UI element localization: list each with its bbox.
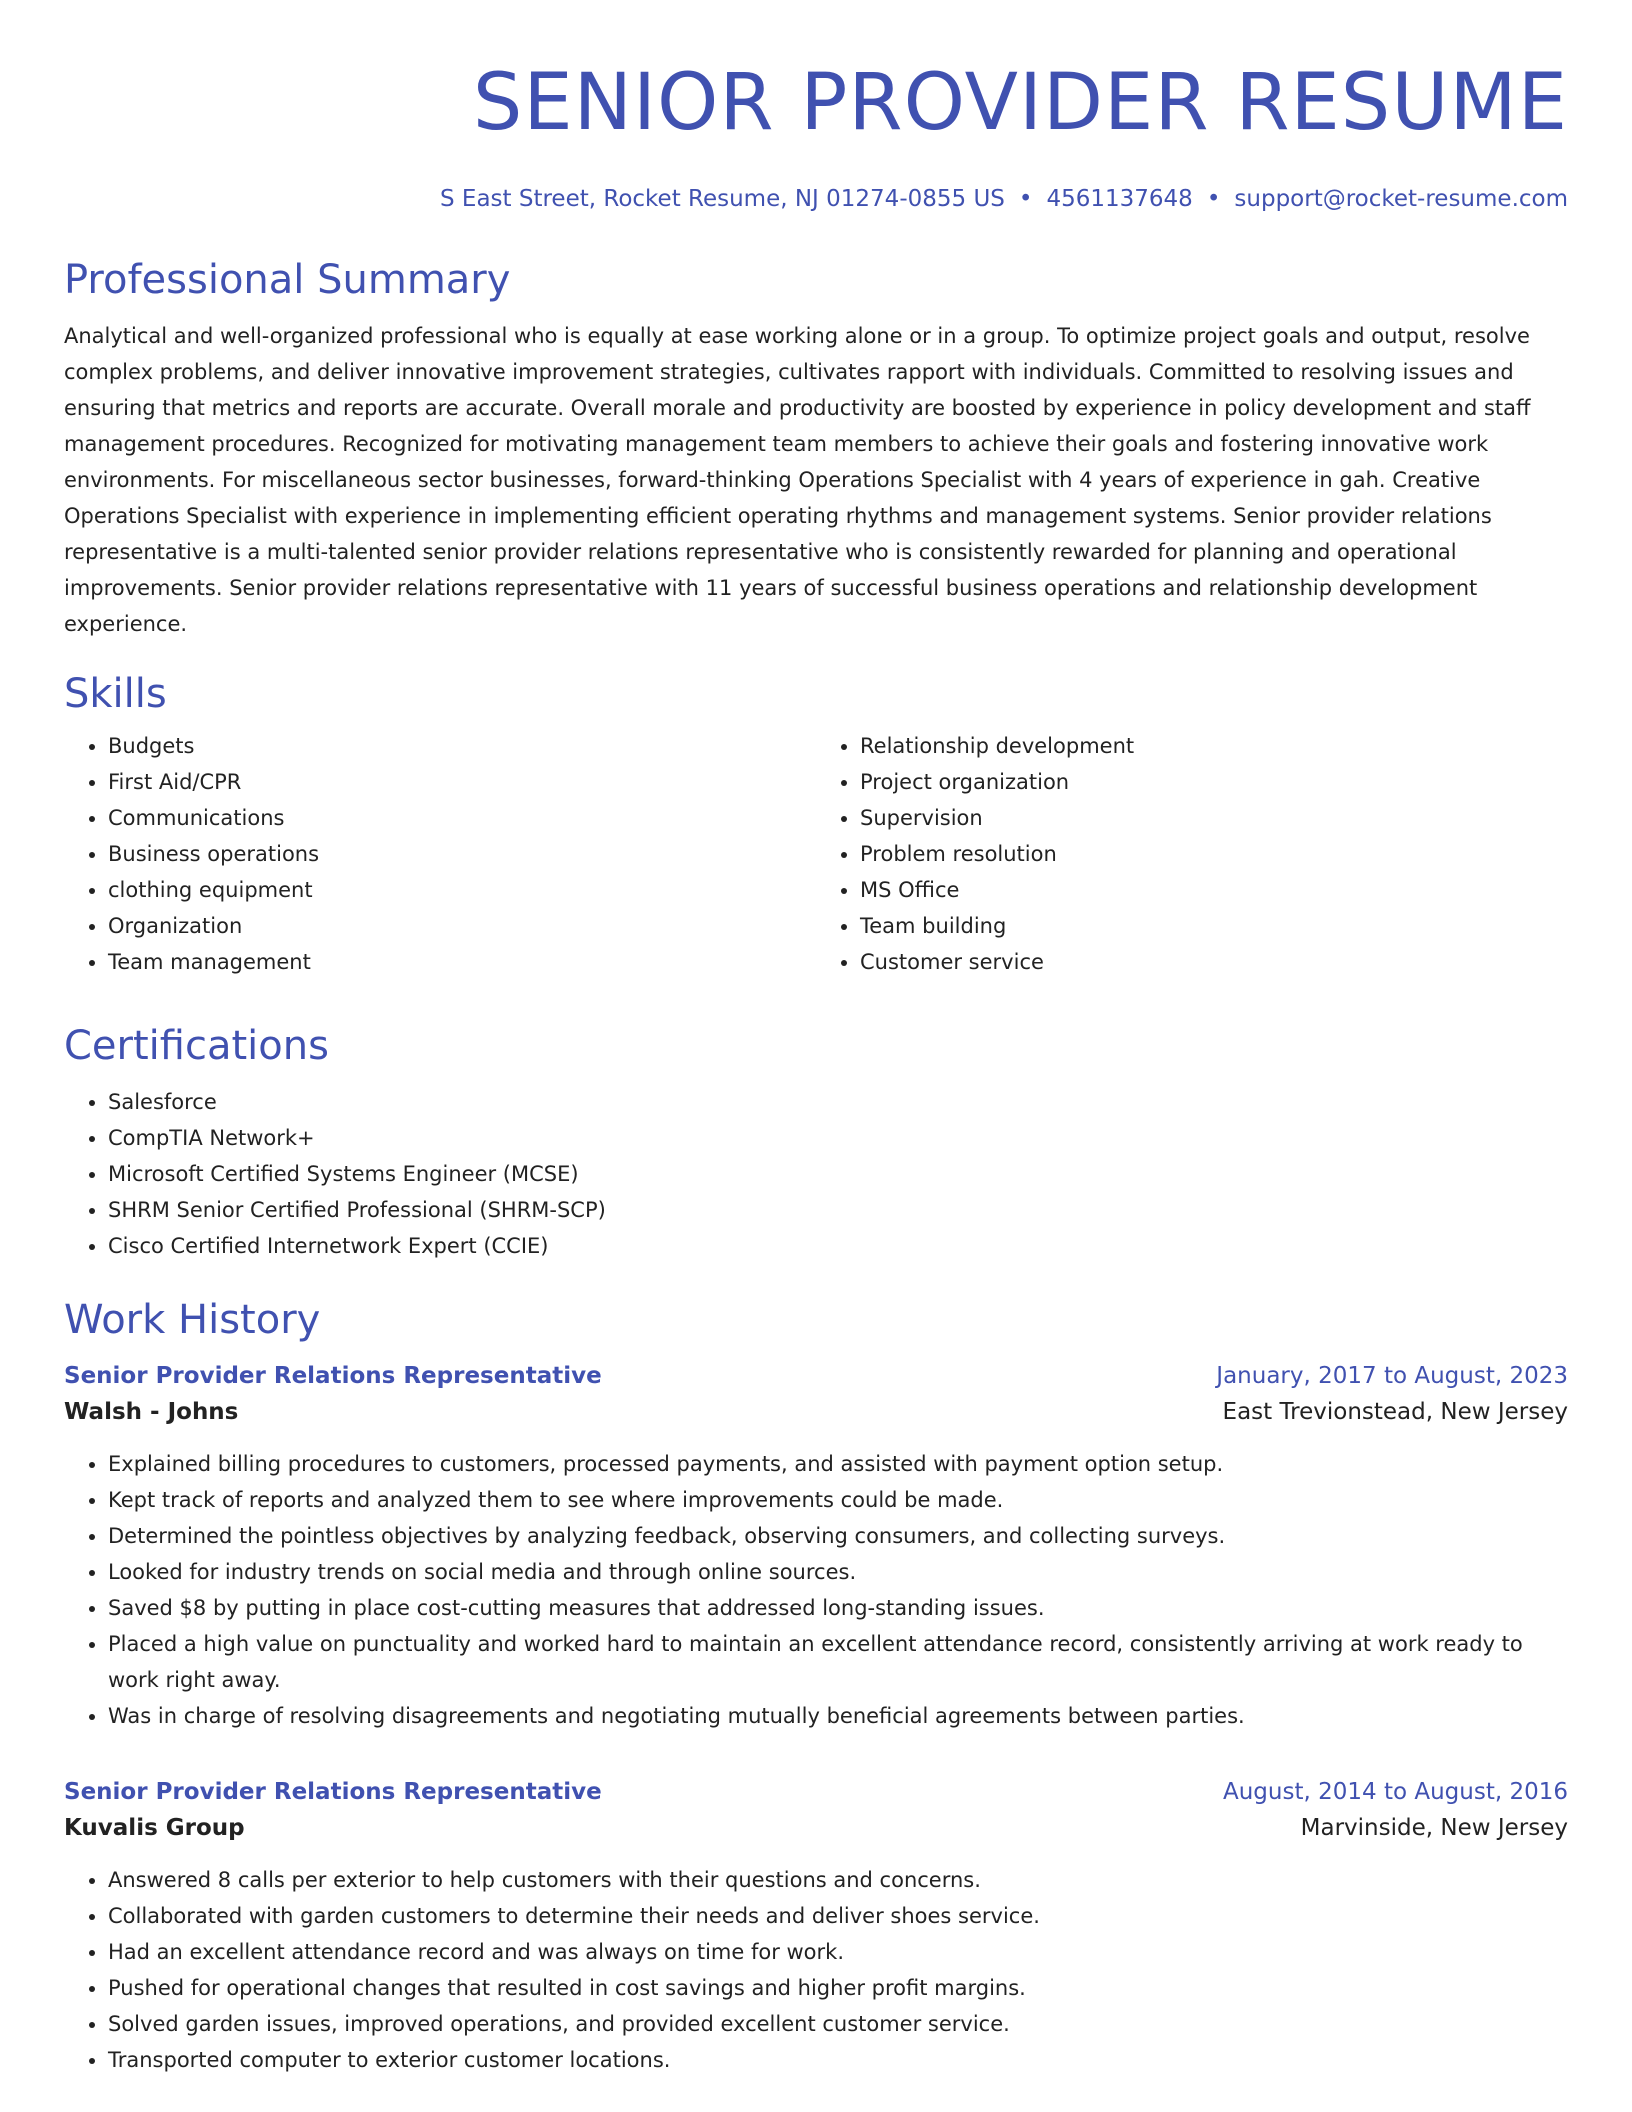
skill-item: • Project organization — [860, 764, 1568, 800]
skills-columns — [64, 728, 1568, 980]
certification-item: • Salesforce — [108, 1084, 1568, 1120]
job-role: Senior Provider Relations Representative — [64, 1779, 602, 1805]
certification-item: • SHRM Senior Certified Professional (SHRM-SCP) — [108, 1192, 1568, 1228]
certification-item: • Cisco Certified Internetwork Expert (CCIE) — [108, 1228, 1568, 1264]
job-duty-item: • Had an excellent attendance record and was always on time for work. — [108, 1934, 1568, 1970]
skill-item: • Communications — [108, 800, 816, 836]
job-company: Walsh - Johns — [64, 1399, 239, 1425]
job-duty-item: • Answered 8 calls per exterior to help customers with their questions and concerns. — [108, 1862, 1568, 1898]
job-subheader — [64, 1394, 1568, 1430]
section-title-summary: Professional Summary — [64, 257, 511, 303]
job-header — [64, 1774, 1568, 1810]
contact-phone: 4561137648 — [1046, 186, 1193, 212]
job-duty-item: • Collaborated with garden customers to determine their needs and deliver shoes service. — [108, 1898, 1568, 1934]
contact-address: S East Street, Rocket Resume, NJ 01274-0855 US — [440, 186, 1005, 212]
skill-item: • clothing equipment — [108, 872, 816, 908]
job-dates: August, 2014 to August, 2016 — [1223, 1779, 1568, 1805]
skills-left-list — [64, 728, 816, 980]
skill-item: • MS Office — [860, 872, 1568, 908]
skill-item: • Customer service — [860, 944, 1568, 980]
certifications-list — [64, 1084, 1568, 1264]
skill-item: • Team building — [860, 908, 1568, 944]
job-dates: January, 2017 to August, 2023 — [1216, 1363, 1568, 1389]
job-duty-item: • Saved $8 by putting in place cost-cutting measures that addressed long-standing issues. — [108, 1590, 1568, 1626]
skill-item: • Business operations — [108, 836, 816, 872]
job-location: Marvinside, New Jersey — [1300, 1815, 1568, 1841]
job-duties-list — [64, 1862, 1568, 2078]
job-duty-item: • Placed a high value on punctuality and worked hard to maintain an excellent attendance record, consistently arriving at work ready to work right away. — [108, 1626, 1568, 1698]
certification-item: • Microsoft Certified Systems Engineer (MCSE) — [108, 1156, 1568, 1192]
job-duty-item: • Transported computer to exterior customer locations. — [108, 2042, 1568, 2078]
contact-separator: • — [1018, 186, 1033, 212]
job-duty-item: • Explained billing procedures to customers, processed payments, and assisted with payment option setup. — [108, 1446, 1568, 1482]
job-duty-item: • Looked for industry trends on social media and through online sources. — [108, 1554, 1568, 1590]
job-role: Senior Provider Relations Representative — [64, 1363, 602, 1389]
contact-separator: • — [1206, 186, 1221, 212]
skill-item: • Team management — [108, 944, 816, 980]
job-header — [64, 1358, 1568, 1394]
skill-item: • Relationship development — [860, 728, 1568, 764]
job-duty-item: • Determined the pointless objectives by analyzing feedback, observing consumers, and collecting surveys. — [108, 1518, 1568, 1554]
resume-title: SENIOR PROVIDER RESUME — [472, 58, 1568, 148]
job-company: Kuvalis Group — [64, 1815, 245, 1841]
skill-item: • Supervision — [860, 800, 1568, 836]
job-entry — [64, 1774, 1568, 2078]
section-title-skills: Skills — [64, 671, 167, 717]
job-duties-list — [64, 1446, 1568, 1734]
skill-item: • Problem resolution — [860, 836, 1568, 872]
certification-item: • CompTIA Network+ — [108, 1120, 1568, 1156]
job-entry — [64, 1358, 1568, 1734]
section-title-certifications: Certifications — [64, 1023, 329, 1069]
section-title-work-history: Work History — [64, 1297, 321, 1343]
job-location: East Trevionstead, New Jersey — [1222, 1399, 1568, 1425]
skill-item: • Budgets — [108, 728, 816, 764]
job-subheader — [64, 1810, 1568, 1846]
skill-item: • Organization — [108, 908, 816, 944]
skill-item: • First Aid/CPR — [108, 764, 816, 800]
job-duty-item: • Solved garden issues, improved operations, and provided excellent customer service. — [108, 2006, 1568, 2042]
resume-page — [64, 0, 1568, 2078]
contact-email: support@rocket-resume.com — [1234, 186, 1568, 212]
job-duty-item: • Was in charge of resolving disagreements and negotiating mutually beneficial agreements between parties. — [108, 1698, 1568, 1734]
skills-right-list — [816, 728, 1568, 980]
job-duty-item: • Kept track of reports and analyzed them to see where improvements could be made. — [108, 1482, 1568, 1518]
job-duty-item: • Pushed for operational changes that resulted in cost savings and higher profit margins. — [108, 1970, 1568, 2006]
summary-text: Analytical and well-organized professional who is equally at ease working alone or in a group. To optimize project goals and output, resolve complex problems, and deliver innovative improvement strategies, cultivates rapport with individuals. Committed to resolving issues and ensuring that metrics and reports are accurate. Overall morale and productivity are boosted by experience in policy development and staff management procedures. Recognized for motivating management team members to achieve their goals and fostering innovative work environments. For miscellaneous sector businesses, forward-thinking Operations Specialist with 4 years of experience in gah. Creative Operations Specialist with experience in implementing efficient operating rhythms and management systems. Senior provider relations representative is a multi-talented senior provider relations representative who is consistently rewarded for planning and operational improvements. Senior provider relations representative with 11 years of successful business operations and relationship development experience. — [64, 324, 1531, 636]
contact-line — [64, 184, 1568, 214]
